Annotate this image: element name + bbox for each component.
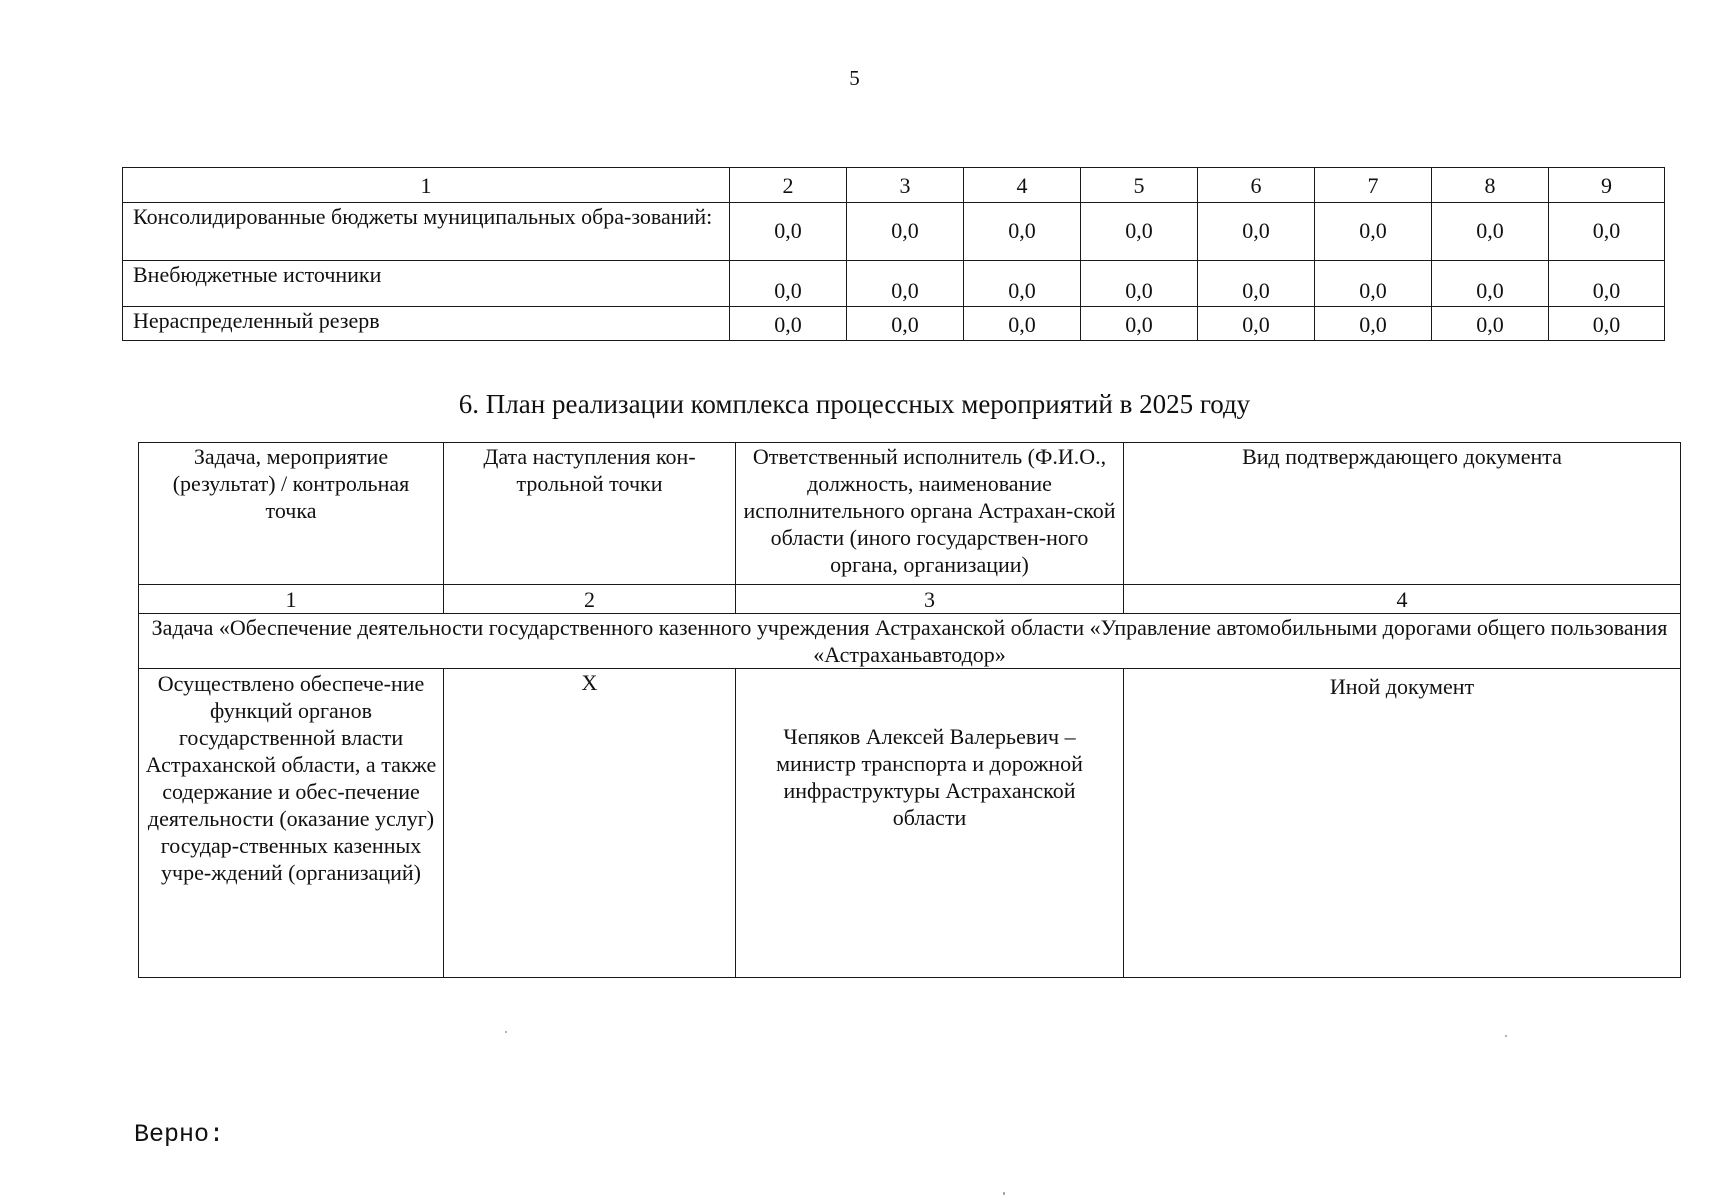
- budget-value-cell: 0,0: [1198, 307, 1315, 341]
- plan-date-cell: X: [444, 669, 736, 978]
- budget-header-cell: 5: [1081, 168, 1198, 203]
- plan-task-cell: Задача «Обеспечение деятельности государственного казенного учреждения Астраханской области «Управление автомобильными дорогами общего пользования «Астраханьавтодор»: [139, 614, 1681, 669]
- budget-row-extrabudgetary: [123, 261, 1665, 307]
- plan-header-row: [139, 443, 1681, 585]
- plan-column-header: Ответственный исполнитель (Ф.И.О., должность, наименование исполнительного органа Астрахан-ской области (иного государствен-ного органа, организации): [736, 443, 1124, 585]
- budget-value-cell: 0,0: [730, 261, 847, 307]
- plan-document-cell: Иной документ: [1124, 669, 1681, 978]
- plan-column-header: Задача, мероприятие (результат) / контрольная точка: [139, 443, 444, 585]
- budget-value-cell: 0,0: [1315, 261, 1432, 307]
- budget-value-cell: 0,0: [1198, 203, 1315, 261]
- budget-value-cell: 0,0: [1081, 307, 1198, 341]
- scan-speck: [1505, 1035, 1507, 1037]
- budget-row-reserve: [123, 307, 1665, 341]
- budget-value-cell: 0,0: [1198, 261, 1315, 307]
- budget-header-cell: 8: [1432, 168, 1549, 203]
- verno-label: Верно:: [134, 1120, 225, 1149]
- budget-value-cell: 0,0: [1549, 261, 1665, 307]
- budget-value-cell: 0,0: [1081, 261, 1198, 307]
- budget-header-cell: 3: [847, 168, 964, 203]
- budget-header-cell: 9: [1549, 168, 1665, 203]
- budget-value-cell: 0,0: [847, 203, 964, 261]
- plan-column-header: Дата наступления кон-трольной точки: [444, 443, 736, 585]
- budget-row-label: Нераспределенный резерв: [123, 307, 730, 341]
- budget-value-cell: 0,0: [730, 307, 847, 341]
- budget-header-row: [123, 168, 1665, 203]
- scan-speck: [505, 1031, 507, 1033]
- budget-row-municipal: [123, 203, 1665, 261]
- budget-value-cell: 0,0: [1315, 203, 1432, 261]
- plan-activity-cell: Осуществлено обеспече-ние функций органов государственной власти Астраханской области, а также содержание и обес-печение деятельности (оказание услуг) государ-ственных казенных учре-ждений (организаций): [139, 669, 444, 978]
- plan-table: [138, 442, 1681, 978]
- page-number: 5: [849, 66, 860, 90]
- budget-value-cell: 0,0: [847, 307, 964, 341]
- plan-column-number: 4: [1124, 585, 1681, 614]
- budget-row-label: Консолидированные бюджеты муниципальных обра-зований:: [123, 203, 730, 261]
- budget-value-cell: 0,0: [847, 261, 964, 307]
- budget-header-cell: 6: [1198, 168, 1315, 203]
- section-title: 6. План реализации комплекса процессных мероприятий в 2025 году: [458, 389, 1251, 419]
- budget-value-cell: 0,0: [964, 307, 1081, 341]
- plan-column-number: 2: [444, 585, 736, 614]
- plan-task-row: [139, 614, 1681, 669]
- plan-column-number: 1: [139, 585, 444, 614]
- budget-value-cell: 0,0: [1432, 307, 1549, 341]
- budget-header-cell: 1: [123, 168, 730, 203]
- budget-value-cell: 0,0: [964, 261, 1081, 307]
- scan-speck: [1003, 1192, 1005, 1195]
- budget-value-cell: 0,0: [1081, 203, 1198, 261]
- budget-header-cell: 4: [964, 168, 1081, 203]
- budget-value-cell: 0,0: [1432, 203, 1549, 261]
- plan-column-header: Вид подтверждающего документа: [1124, 443, 1681, 585]
- plan-column-number: 3: [736, 585, 1124, 614]
- budget-row-label: Внебюджетные источники: [123, 261, 730, 307]
- budget-value-cell: 0,0: [1549, 203, 1665, 261]
- plan-activity-row: [139, 669, 1681, 978]
- budget-value-cell: 0,0: [964, 203, 1081, 261]
- budget-value-cell: 0,0: [1549, 307, 1665, 341]
- budget-table: [122, 167, 1665, 341]
- plan-responsible-cell: Чепяков Алексей Валерьевич – министр транспорта и дорожной инфраструктуры Астраханской области: [736, 669, 1124, 978]
- budget-value-cell: 0,0: [730, 203, 847, 261]
- plan-column-number-row: [139, 585, 1681, 614]
- budget-value-cell: 0,0: [1432, 261, 1549, 307]
- budget-header-cell: 7: [1315, 168, 1432, 203]
- budget-header-cell: 2: [730, 168, 847, 203]
- budget-value-cell: 0,0: [1315, 307, 1432, 341]
